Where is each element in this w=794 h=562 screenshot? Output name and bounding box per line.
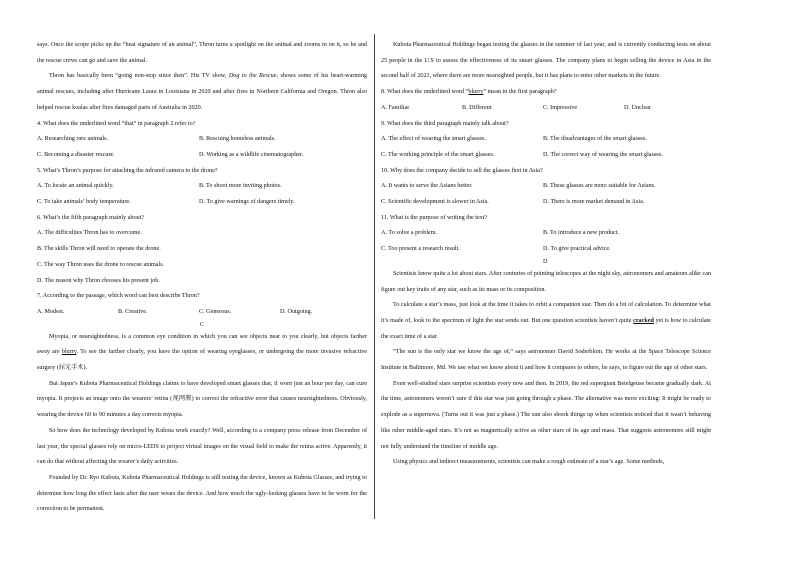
option[interactable]: C. Becoming a disaster rescuer.	[37, 151, 115, 158]
question-10-options-row	[381, 179, 711, 195]
passage-c-paragraph: Founded by Dr. Ryo Kubota, Kubota Pharmaceutical Holdings is still testing the device, known as Kubota Glasses, and trying to determine how long the effect lasts after the user wears the device. And how much the ugly-looking glasses have to be worn for the correction to be permanent.	[37, 474, 367, 513]
option[interactable]: D. To give practical advice.	[543, 246, 611, 253]
option[interactable]: B. These glasses are more suitable for Asians.	[543, 183, 656, 190]
question-7: 7. According to the passage, which word can best describe Thron?	[37, 293, 200, 300]
passage-b-paragraph: says. Once the scope picks up the “heat signature of an animal”, Thron turns a spotlight on the animal and zooms in on it, so he and the rescue crews can go and save the animal.	[37, 42, 367, 64]
passage-d-paragraph: “The sun is the only star we know the age of,” says astronomer David Soderblom. He works at the Space Telescope Science Institute in Baltimore, Md. We use what we know about it and how it compares to others, he says, to figure out the age of other stars.	[381, 349, 711, 372]
passage-c-paragraph: But Japan’s Kubota Pharmaceutical Holdings claims to have developed smart glasses that, if worn just an hour per day, can cure myopia. It projects an image onto the wearers’ retina (视网膜) to correct the refractive error that causes nearsightedness. Obviously, wearing the device 60 to 90 minutes a day corrects myopia.	[37, 380, 367, 419]
question-6: 6. What’s the fifth paragraph mainly about?	[37, 214, 145, 221]
question-8-options-row	[381, 101, 711, 117]
option[interactable]: A. Modest.	[37, 308, 65, 315]
option[interactable]: C. The working principle of the smart glasses.	[381, 151, 495, 158]
question-11-options-row	[381, 226, 711, 242]
section-letter: D	[543, 258, 548, 265]
option[interactable]: C. Impressive	[543, 104, 578, 111]
option[interactable]: A. Researching rare animals.	[37, 136, 109, 143]
option[interactable]: D. The correct way of wearing the smart glasses.	[543, 151, 663, 158]
option[interactable]: B. To introduce a new product.	[543, 230, 620, 237]
passage-d-paragraph: Using physics and indirect measurements, scientists can make a rough estimate of a star’s age. Some methods,	[393, 459, 665, 466]
passage-c-paragraph: Myopia, or nearsightedness, is a common eye condition in which you can see objects near to you clearly, but objects farther away are blurry. To see the farther clearly, you have the option of wearing eyeglasses, or undergoing the more invasive refractive surgery (屈光手术).	[37, 333, 367, 372]
option[interactable]: C. Too present a research result.	[381, 246, 460, 253]
option[interactable]: A. To solve a problem.	[381, 230, 438, 237]
option[interactable]: C. To take animals’ body temperature.	[37, 199, 131, 206]
question-9-options-row	[381, 148, 711, 164]
option[interactable]: C. The way Thron uses the drone to rescue animals.	[37, 261, 165, 268]
option[interactable]: B. To shoot more inviting photos.	[199, 183, 282, 190]
passage-d-paragraph: Even well-studied stars surprise scientists every now and then. In 2019, the red supergiant Betelgeuse became gradually dark. At the time, astronomers weren’t sure if this star was just going through a phase. The alternative was more exciting: It might be ready to explode as a supernova. (Turns out it was just a phase.) The sun also shook things up when scientists noticed that it wasn’t behaving like other middle-aged stars. It’s not as magnetically active as other stars of its age and mass. That suggests astronomers still might not fully understand the timeline of middle age.	[381, 380, 711, 450]
option[interactable]: B. Rescuing homeless animals.	[199, 136, 276, 143]
option[interactable]: D. Working as a wildlife cinematographer.	[199, 151, 304, 158]
question-9: 9. What does the third paragraph mainly talk about?	[381, 120, 509, 127]
option[interactable]: D. There is more market demand in Asia.	[543, 199, 645, 206]
right-column	[381, 38, 711, 471]
underlined-word: cracked	[633, 317, 654, 324]
question-5: 5. What’s Thron’s purpose for attaching the infrared camera to the drone?	[37, 167, 218, 174]
passage-c-paragraph: Kubota Pharmaceutical Holdings began testing the glasses in the summer of last year, and is currently conducting tests on about 25 people in the U.S to assess the effectiveness of its smart glasses. The company plans to begin selling the device in Asia in the second half of 2021, where there are more nearsighted people, but it has plans to enter other markets in the future.	[381, 42, 711, 80]
option[interactable]: A. The difficulties Thron has to overcome.	[37, 230, 142, 237]
passage-c-paragraph: So how does the technology developed by Kubota work exactly? Well, according to a company press release from December of last year, the special glasses rely on micro-LEDS to project virtual images on the visual field to make the retina active. Apparently, it can do that without affecting the wearer’s daily activities.	[37, 427, 367, 466]
question-5-options-row	[37, 179, 367, 195]
option[interactable]: C. Scientific development is slower in Asia.	[381, 199, 489, 206]
question-4-options-row	[37, 132, 367, 148]
option[interactable]: B. Different	[462, 104, 492, 111]
passage-b-paragraph: Thron has basically been “going non-stop since then”. His TV show, Dog to the Rescue, shows some of his heart-warming animal rescues, including after Hurricane Laura in Louisiana in 2020 and after fires in Northern California and Oregon. Thron also helped rescue koalas after fires damaged parts of Australia in 2020.	[37, 73, 367, 111]
option[interactable]: D. Outgoing.	[280, 308, 313, 315]
option[interactable]: D. Unclear	[624, 104, 651, 111]
option[interactable]: D. The reason why Thron chooses his present job.	[37, 277, 160, 284]
option[interactable]: A. It wants to serve the Asians better.	[381, 183, 473, 190]
question-9-options-row	[381, 132, 711, 148]
question-7-options-row	[37, 305, 367, 321]
option[interactable]: B. The skills Thron will need to operate the drone.	[37, 246, 161, 253]
option[interactable]: A. Familiar	[381, 104, 410, 111]
left-column	[37, 38, 367, 518]
question-10: 10. Why does the company decide to sell the glasses first in Asia?	[381, 167, 543, 174]
option[interactable]: D. To give warnings of dangers timely.	[199, 199, 295, 206]
passage-d-paragraph: Scientists know quite a lot about stars. After centuries of pointing telescopes at the night sky, astronomers and amateurs alike can figure out key traits of any star, such as its mass or its composition.	[381, 270, 711, 293]
underlined-word: blurry	[61, 349, 77, 356]
question-10-options-row	[381, 195, 711, 211]
column-divider	[374, 34, 375, 519]
option[interactable]: B. Creative.	[118, 308, 148, 315]
option[interactable]: B. The disadvantages of the smart glasses.	[543, 136, 647, 143]
show-title: Dog to the Rescue	[228, 73, 277, 80]
question-8: 8. What does the underlined word “blurry” mean in the first paragraph?	[381, 89, 557, 96]
question-4-options-row	[37, 148, 367, 164]
question-11: 11. What is the purpose of writing the text?	[381, 214, 488, 221]
question-5-options-row	[37, 195, 367, 211]
question-4: 4. What does the underlined word “that” in paragraph 2 refer to?	[37, 120, 196, 127]
underlined-word: blurry	[468, 89, 484, 96]
option[interactable]: A. The effect of wearing the smart glasses.	[381, 136, 486, 143]
section-letter: C	[200, 321, 205, 328]
option[interactable]: C. Generous.	[199, 308, 232, 315]
option[interactable]: A. To locate an animal quickly.	[37, 183, 114, 190]
passage-d-paragraph: To calculate a star’s mass, just look at the time it takes to orbit a companion star. Then do a bit of calculation. To determine what it’s made of, look to the spectrum of light the star sends out. But one question scientists haven’t quite cracked yet is how to calculate the exact time of a star.	[381, 302, 711, 340]
question-11-options-row	[381, 242, 711, 258]
